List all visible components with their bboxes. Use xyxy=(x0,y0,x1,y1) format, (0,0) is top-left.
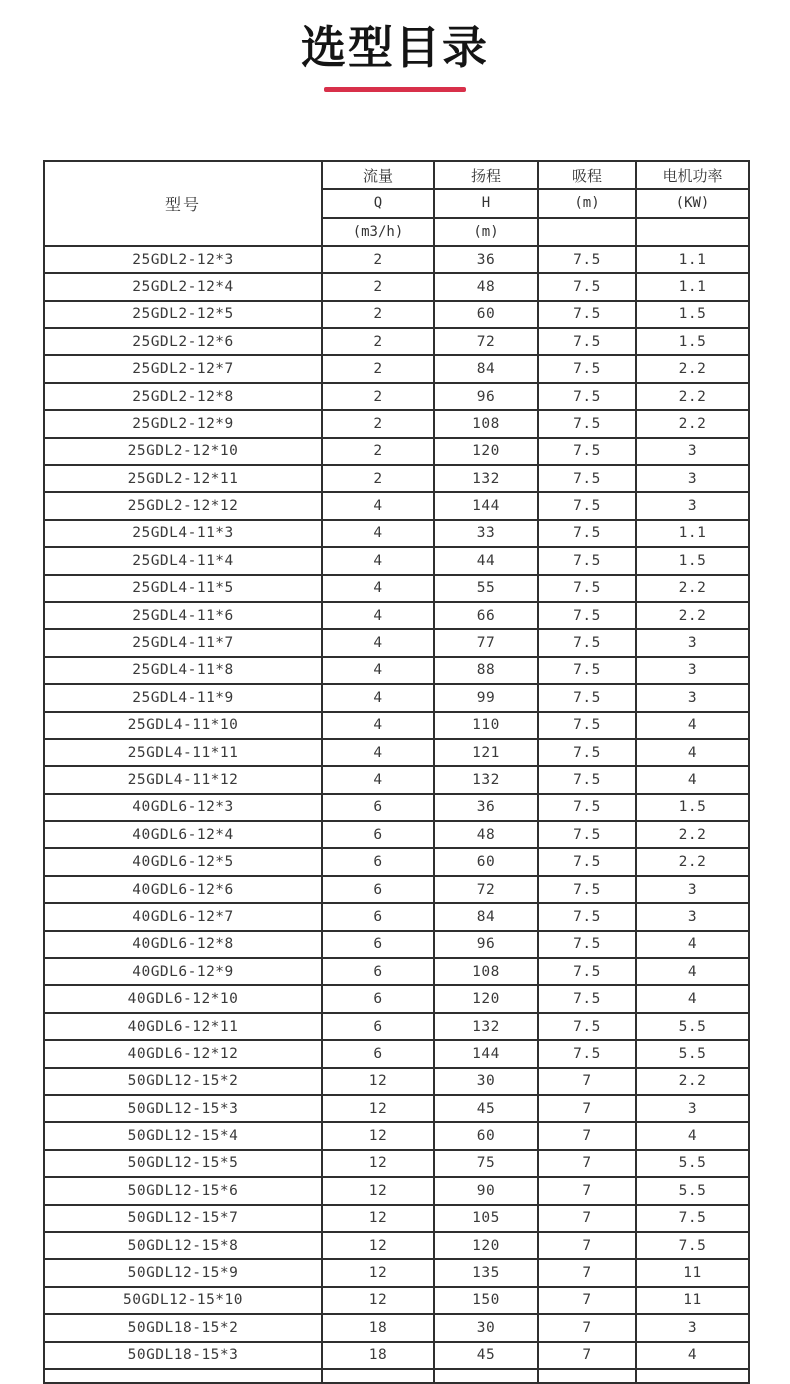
suction-cell: 7.5 xyxy=(538,712,636,739)
flow-cell: 12 xyxy=(322,1177,434,1204)
model-cell: 50GDL18-15*2 xyxy=(44,1314,322,1341)
flow-cell: 12 xyxy=(322,1287,434,1314)
model-cell: 50GDL12-15*6 xyxy=(44,1177,322,1204)
suction-cell: 7.5 xyxy=(538,903,636,930)
power-cell: 2.2 xyxy=(636,821,749,848)
table-row xyxy=(44,794,749,821)
table-row xyxy=(44,1232,749,1259)
flow-cell: 12 xyxy=(322,1068,434,1095)
column-symbol-flow: Q xyxy=(322,189,434,217)
model-cell: 40GDL6-12*5 xyxy=(44,848,322,875)
head-cell: 110 xyxy=(434,712,538,739)
suction-cell xyxy=(538,1369,636,1383)
head-cell: 105 xyxy=(434,1205,538,1232)
flow-cell: 6 xyxy=(322,876,434,903)
table-row xyxy=(44,903,749,930)
table-row xyxy=(44,1177,749,1204)
head-cell: 77 xyxy=(434,629,538,656)
head-cell: 96 xyxy=(434,931,538,958)
power-cell: 3 xyxy=(636,438,749,465)
model-cell: 25GDL4-11*9 xyxy=(44,684,322,711)
power-cell: 2.2 xyxy=(636,1068,749,1095)
flow-cell: 6 xyxy=(322,794,434,821)
column-header-power: 电机功率 xyxy=(636,161,749,189)
model-cell: 25GDL4-11*10 xyxy=(44,712,322,739)
flow-cell: 4 xyxy=(322,766,434,793)
flow-cell: 4 xyxy=(322,657,434,684)
suction-cell: 7 xyxy=(538,1122,636,1149)
power-cell: 3 xyxy=(636,1095,749,1122)
power-cell: 1.1 xyxy=(636,520,749,547)
table-row xyxy=(44,465,749,492)
suction-cell: 7.5 xyxy=(538,575,636,602)
head-cell: 60 xyxy=(434,848,538,875)
table-row xyxy=(44,657,749,684)
table-row xyxy=(44,739,749,766)
power-cell: 2.2 xyxy=(636,602,749,629)
power-cell: 5.5 xyxy=(636,1040,749,1067)
model-cell: 40GDL6-12*11 xyxy=(44,1013,322,1040)
head-cell: 36 xyxy=(434,794,538,821)
table-row xyxy=(44,1287,749,1314)
flow-cell: 2 xyxy=(322,383,434,410)
flow-cell: 12 xyxy=(322,1095,434,1122)
suction-cell: 7.5 xyxy=(538,876,636,903)
head-cell: 45 xyxy=(434,1342,538,1369)
power-cell: 5.5 xyxy=(636,1177,749,1204)
table-row xyxy=(44,301,749,328)
model-cell: 25GDL2-12*11 xyxy=(44,465,322,492)
model-cell: 25GDL2-12*9 xyxy=(44,410,322,437)
flow-cell: 2 xyxy=(322,246,434,273)
suction-cell: 7.5 xyxy=(538,328,636,355)
model-cell: 50GDL12-15*10 xyxy=(44,1287,322,1314)
suction-cell: 7.5 xyxy=(538,355,636,382)
flow-cell: 4 xyxy=(322,547,434,574)
head-cell: 121 xyxy=(434,739,538,766)
suction-cell: 7.5 xyxy=(538,657,636,684)
suction-cell: 7.5 xyxy=(538,739,636,766)
power-cell: 5.5 xyxy=(636,1013,749,1040)
table-row xyxy=(44,575,749,602)
flow-cell: 2 xyxy=(322,410,434,437)
head-cell: 55 xyxy=(434,575,538,602)
table-row xyxy=(44,766,749,793)
model-cell: 40GDL6-12*3 xyxy=(44,794,322,821)
table-row xyxy=(44,438,749,465)
head-cell: 88 xyxy=(434,657,538,684)
flow-cell: 2 xyxy=(322,438,434,465)
table-row xyxy=(44,985,749,1012)
table-row xyxy=(44,246,749,273)
column-header-head: 扬程 xyxy=(434,161,538,189)
power-cell: 11 xyxy=(636,1287,749,1314)
head-cell: 132 xyxy=(434,766,538,793)
column-unit-power: (KW) xyxy=(636,189,749,217)
table-row xyxy=(44,1369,749,1383)
suction-cell: 7.5 xyxy=(538,602,636,629)
column-header-flow: 流量 xyxy=(322,161,434,189)
suction-cell: 7.5 xyxy=(538,492,636,519)
table-row xyxy=(44,848,749,875)
head-cell: 96 xyxy=(434,383,538,410)
page-title: 选型目录 xyxy=(300,22,489,73)
suction-cell: 7.5 xyxy=(538,547,636,574)
flow-cell: 6 xyxy=(322,958,434,985)
flow-cell: 6 xyxy=(322,985,434,1012)
suction-cell: 7.5 xyxy=(538,273,636,300)
head-cell: 120 xyxy=(434,985,538,1012)
suction-cell: 7.5 xyxy=(538,438,636,465)
model-cell: 50GDL12-15*2 xyxy=(44,1068,322,1095)
head-cell: 144 xyxy=(434,1040,538,1067)
suction-cell: 7.5 xyxy=(538,931,636,958)
model-cell: 50GDL12-15*4 xyxy=(44,1122,322,1149)
suction-cell: 7.5 xyxy=(538,629,636,656)
power-cell: 1.5 xyxy=(636,301,749,328)
suction-cell: 7 xyxy=(538,1068,636,1095)
suction-cell: 7.5 xyxy=(538,821,636,848)
head-cell: 44 xyxy=(434,547,538,574)
suction-cell: 7.5 xyxy=(538,1040,636,1067)
power-cell: 5.5 xyxy=(636,1150,749,1177)
head-cell: 48 xyxy=(434,273,538,300)
table-row xyxy=(44,410,749,437)
title-block xyxy=(0,0,790,92)
head-cell: 120 xyxy=(434,438,538,465)
model-cell: 25GDL4-11*8 xyxy=(44,657,322,684)
power-cell: 2.2 xyxy=(636,410,749,437)
power-cell: 11 xyxy=(636,1259,749,1286)
table-row xyxy=(44,629,749,656)
flow-cell: 2 xyxy=(322,328,434,355)
table-row xyxy=(44,712,749,739)
table-row xyxy=(44,1314,749,1341)
model-cell: 40GDL6-12*4 xyxy=(44,821,322,848)
head-cell: 132 xyxy=(434,1013,538,1040)
header-row-names xyxy=(44,161,749,189)
model-cell: 25GDL2-12*4 xyxy=(44,273,322,300)
table-row xyxy=(44,821,749,848)
power-cell: 4 xyxy=(636,931,749,958)
model-cell: 25GDL4-11*11 xyxy=(44,739,322,766)
flow-cell: 6 xyxy=(322,821,434,848)
head-cell: 132 xyxy=(434,465,538,492)
head-cell: 135 xyxy=(434,1259,538,1286)
model-cell: 40GDL6-12*7 xyxy=(44,903,322,930)
suction-cell: 7 xyxy=(538,1259,636,1286)
suction-cell: 7.5 xyxy=(538,985,636,1012)
model-cell: 40GDL6-12*12 xyxy=(44,1040,322,1067)
table-row xyxy=(44,1068,749,1095)
model-cell: 25GDL2-12*3 xyxy=(44,246,322,273)
model-cell: 50GDL12-15*5 xyxy=(44,1150,322,1177)
table-row xyxy=(44,355,749,382)
power-cell: 3 xyxy=(636,657,749,684)
head-cell: 30 xyxy=(434,1068,538,1095)
flow-cell: 2 xyxy=(322,273,434,300)
power-cell: 3 xyxy=(636,492,749,519)
power-cell: 3 xyxy=(636,876,749,903)
suction-cell: 7.5 xyxy=(538,246,636,273)
table-row xyxy=(44,547,749,574)
suction-cell: 7.5 xyxy=(538,684,636,711)
flow-cell: 12 xyxy=(322,1122,434,1149)
column-unit-suction-empty xyxy=(538,218,636,246)
model-cell xyxy=(44,1369,322,1383)
model-cell: 25GDL4-11*4 xyxy=(44,547,322,574)
head-cell: 99 xyxy=(434,684,538,711)
model-cell: 50GDL12-15*7 xyxy=(44,1205,322,1232)
model-cell: 25GDL2-12*7 xyxy=(44,355,322,382)
table-row xyxy=(44,931,749,958)
flow-cell: 4 xyxy=(322,520,434,547)
head-cell xyxy=(434,1369,538,1383)
flow-cell: 18 xyxy=(322,1314,434,1341)
power-cell: 4 xyxy=(636,739,749,766)
power-cell: 3 xyxy=(636,903,749,930)
model-cell: 25GDL4-11*12 xyxy=(44,766,322,793)
suction-cell: 7.5 xyxy=(538,301,636,328)
table-row xyxy=(44,958,749,985)
flow-cell: 2 xyxy=(322,355,434,382)
title-underline xyxy=(324,87,466,92)
table-header xyxy=(44,161,749,246)
power-cell: 1.5 xyxy=(636,794,749,821)
flow-cell: 12 xyxy=(322,1150,434,1177)
suction-cell: 7.5 xyxy=(538,766,636,793)
head-cell: 66 xyxy=(434,602,538,629)
flow-cell: 4 xyxy=(322,602,434,629)
flow-cell xyxy=(322,1369,434,1383)
model-cell: 40GDL6-12*8 xyxy=(44,931,322,958)
suction-cell: 7.5 xyxy=(538,794,636,821)
model-cell: 25GDL4-11*7 xyxy=(44,629,322,656)
power-cell: 2.2 xyxy=(636,355,749,382)
head-cell: 45 xyxy=(434,1095,538,1122)
table-row xyxy=(44,1205,749,1232)
power-cell: 2.2 xyxy=(636,575,749,602)
suction-cell: 7 xyxy=(538,1232,636,1259)
suction-cell: 7.5 xyxy=(538,383,636,410)
power-cell: 4 xyxy=(636,766,749,793)
power-cell xyxy=(636,1369,749,1383)
model-cell: 50GDL12-15*3 xyxy=(44,1095,322,1122)
power-cell: 4 xyxy=(636,712,749,739)
flow-cell: 4 xyxy=(322,712,434,739)
flow-cell: 2 xyxy=(322,301,434,328)
flow-cell: 6 xyxy=(322,931,434,958)
head-cell: 72 xyxy=(434,876,538,903)
suction-cell: 7 xyxy=(538,1342,636,1369)
suction-cell: 7.5 xyxy=(538,958,636,985)
column-symbol-head: H xyxy=(434,189,538,217)
table-row xyxy=(44,492,749,519)
head-cell: 120 xyxy=(434,1232,538,1259)
table-body xyxy=(44,246,749,1383)
power-cell: 3 xyxy=(636,1314,749,1341)
head-cell: 144 xyxy=(434,492,538,519)
power-cell: 7.5 xyxy=(636,1205,749,1232)
table-row xyxy=(44,1122,749,1149)
power-cell: 2.2 xyxy=(636,383,749,410)
table-row xyxy=(44,602,749,629)
suction-cell: 7 xyxy=(538,1150,636,1177)
head-cell: 84 xyxy=(434,355,538,382)
flow-cell: 2 xyxy=(322,465,434,492)
model-cell: 50GDL12-15*9 xyxy=(44,1259,322,1286)
flow-cell: 12 xyxy=(322,1232,434,1259)
flow-cell: 6 xyxy=(322,903,434,930)
flow-cell: 18 xyxy=(322,1342,434,1369)
model-cell: 25GDL2-12*6 xyxy=(44,328,322,355)
table-row xyxy=(44,1342,749,1369)
flow-cell: 4 xyxy=(322,629,434,656)
model-cell: 25GDL2-12*10 xyxy=(44,438,322,465)
column-unit-flow: (m3/h) xyxy=(322,218,434,246)
table-row xyxy=(44,876,749,903)
power-cell: 4 xyxy=(636,985,749,1012)
power-cell: 3 xyxy=(636,684,749,711)
model-cell: 50GDL18-15*3 xyxy=(44,1342,322,1369)
suction-cell: 7 xyxy=(538,1205,636,1232)
flow-cell: 4 xyxy=(322,492,434,519)
model-cell: 25GDL2-12*12 xyxy=(44,492,322,519)
head-cell: 60 xyxy=(434,1122,538,1149)
head-cell: 36 xyxy=(434,246,538,273)
table-row xyxy=(44,273,749,300)
suction-cell: 7.5 xyxy=(538,520,636,547)
power-cell: 1.1 xyxy=(636,246,749,273)
flow-cell: 4 xyxy=(322,575,434,602)
power-cell: 4 xyxy=(636,958,749,985)
column-header-model: 型号 xyxy=(44,161,322,246)
flow-cell: 4 xyxy=(322,739,434,766)
flow-cell: 6 xyxy=(322,1013,434,1040)
model-cell: 25GDL4-11*5 xyxy=(44,575,322,602)
model-cell: 25GDL4-11*6 xyxy=(44,602,322,629)
head-cell: 60 xyxy=(434,301,538,328)
table-row xyxy=(44,1259,749,1286)
table-row xyxy=(44,1040,749,1067)
column-header-suction: 吸程 xyxy=(538,161,636,189)
table-row xyxy=(44,684,749,711)
power-cell: 3 xyxy=(636,465,749,492)
suction-cell: 7.5 xyxy=(538,848,636,875)
head-cell: 150 xyxy=(434,1287,538,1314)
model-cell: 25GDL4-11*3 xyxy=(44,520,322,547)
column-unit-power-empty xyxy=(636,218,749,246)
suction-cell: 7 xyxy=(538,1287,636,1314)
head-cell: 30 xyxy=(434,1314,538,1341)
model-cell: 40GDL6-12*6 xyxy=(44,876,322,903)
power-cell: 4 xyxy=(636,1122,749,1149)
column-unit-head: (m) xyxy=(434,218,538,246)
power-cell: 4 xyxy=(636,1342,749,1369)
power-cell: 1.5 xyxy=(636,328,749,355)
suction-cell: 7 xyxy=(538,1095,636,1122)
model-cell: 50GDL12-15*8 xyxy=(44,1232,322,1259)
table-row xyxy=(44,328,749,355)
selection-catalog-table xyxy=(43,160,750,1384)
model-cell: 40GDL6-12*10 xyxy=(44,985,322,1012)
table-row xyxy=(44,383,749,410)
flow-cell: 4 xyxy=(322,684,434,711)
head-cell: 84 xyxy=(434,903,538,930)
power-cell: 2.2 xyxy=(636,848,749,875)
table-row xyxy=(44,1013,749,1040)
head-cell: 72 xyxy=(434,328,538,355)
column-unit-suction: (m) xyxy=(538,189,636,217)
power-cell: 3 xyxy=(636,629,749,656)
power-cell: 1.5 xyxy=(636,547,749,574)
model-cell: 40GDL6-12*9 xyxy=(44,958,322,985)
head-cell: 108 xyxy=(434,410,538,437)
suction-cell: 7.5 xyxy=(538,410,636,437)
table-row xyxy=(44,1095,749,1122)
model-cell: 25GDL2-12*5 xyxy=(44,301,322,328)
flow-cell: 6 xyxy=(322,848,434,875)
head-cell: 90 xyxy=(434,1177,538,1204)
flow-cell: 6 xyxy=(322,1040,434,1067)
flow-cell: 12 xyxy=(322,1205,434,1232)
suction-cell: 7.5 xyxy=(538,465,636,492)
suction-cell: 7 xyxy=(538,1177,636,1204)
head-cell: 33 xyxy=(434,520,538,547)
power-cell: 1.1 xyxy=(636,273,749,300)
head-cell: 75 xyxy=(434,1150,538,1177)
suction-cell: 7.5 xyxy=(538,1013,636,1040)
model-cell: 25GDL2-12*8 xyxy=(44,383,322,410)
table-row xyxy=(44,520,749,547)
table-row xyxy=(44,1150,749,1177)
suction-cell: 7 xyxy=(538,1314,636,1341)
head-cell: 108 xyxy=(434,958,538,985)
flow-cell: 12 xyxy=(322,1259,434,1286)
power-cell: 7.5 xyxy=(636,1232,749,1259)
head-cell: 48 xyxy=(434,821,538,848)
